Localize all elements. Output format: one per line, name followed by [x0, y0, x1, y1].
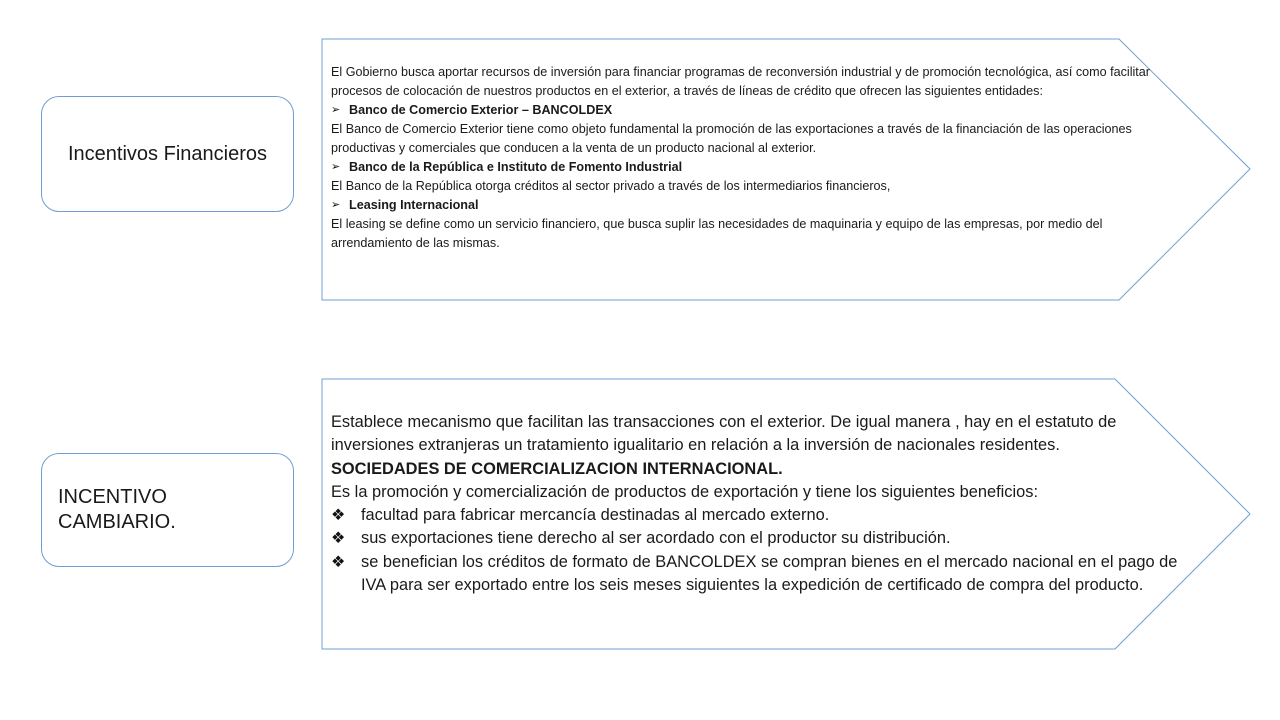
- benefit-text: facultad para fabricar mercancía destinadas al mercado externo.: [361, 506, 830, 525]
- diamond-bullet-icon: ❖: [331, 507, 346, 525]
- entity-bancoldex: [331, 101, 1181, 120]
- entity-text: El leasing se define como un servicio financiero, que busca suplir las necesidades de maquinaria y equipo de las empresas, por medio del arrendamiento de las mismas.: [331, 217, 1103, 250]
- arrow-bullet-icon: ➢: [331, 161, 341, 173]
- benefit-item: [331, 551, 1191, 598]
- arrow-bullet-icon: ➢: [331, 104, 341, 116]
- cambiario-content: [331, 411, 1191, 597]
- arrow-bullet-icon: ➢: [331, 199, 341, 211]
- label-box-cambiario: [41, 453, 294, 567]
- benefit-item: [331, 527, 1191, 550]
- benefit-text: se benefician los créditos de formato de BANCOLDEX se compran bienes en el mercado nacional en el pago de IVA para ser exportado entre los seis meses siguientes la expedición de certificado de compra del producto.: [361, 552, 1178, 595]
- diamond-bullet-icon: ❖: [331, 553, 346, 571]
- label-financieros: Incentivos Financieros: [68, 142, 267, 165]
- cambiario-heading: SOCIEDADES DE COMERCIALIZACION INTERNACIONAL.: [331, 459, 783, 478]
- entity-title: Leasing Internacional: [349, 198, 479, 212]
- entity-banco-republica: [331, 158, 1181, 177]
- entity-text: El Banco de la República otorga créditos al sector privado a través de los intermediarios financieros,: [331, 179, 891, 193]
- entity-text: El Banco de Comercio Exterior tiene como objeto fundamental la promoción de las exportaciones a través de la financiación de las operaciones productivas y comerciales que conducen a la venta de un producto nacional al exterior.: [331, 122, 1132, 155]
- benefit-text: sus exportaciones tiene derecho al ser acordado con el productor su distribución.: [361, 529, 951, 548]
- entity-title: Banco de Comercio Exterior – BANCOLDEX: [349, 103, 613, 117]
- label-box-financieros: [41, 96, 294, 212]
- diamond-bullet-icon: ❖: [331, 530, 346, 548]
- label-cambiario: INCENTIVO CAMBIARIO.: [58, 486, 176, 533]
- cambiario-description: Es la promoción y comercialización de productos de exportación y tiene los siguientes beneficios:: [331, 482, 1038, 501]
- financieros-intro: El Gobierno busca aportar recursos de inversión para financiar programas de reconversión industrial y de promoción tecnológica, así como facilitar procesos de colocación de nuestros productos en el exterior, a través de líneas de crédito que ofrecen las siguientes entidades:: [331, 65, 1151, 98]
- entity-leasing: [331, 196, 1181, 215]
- entity-title: Banco de la República e Instituto de Fomento Industrial: [349, 160, 683, 174]
- benefit-item: [331, 504, 1191, 527]
- financieros-content: [331, 63, 1181, 253]
- cambiario-intro: Establece mecanismo que facilitan las transacciones con el exterior. De igual manera , hay en el estatuto de inversiones extranjeras un tratamiento igualitario en relación a la inversión de nacionales residentes.: [331, 413, 1117, 455]
